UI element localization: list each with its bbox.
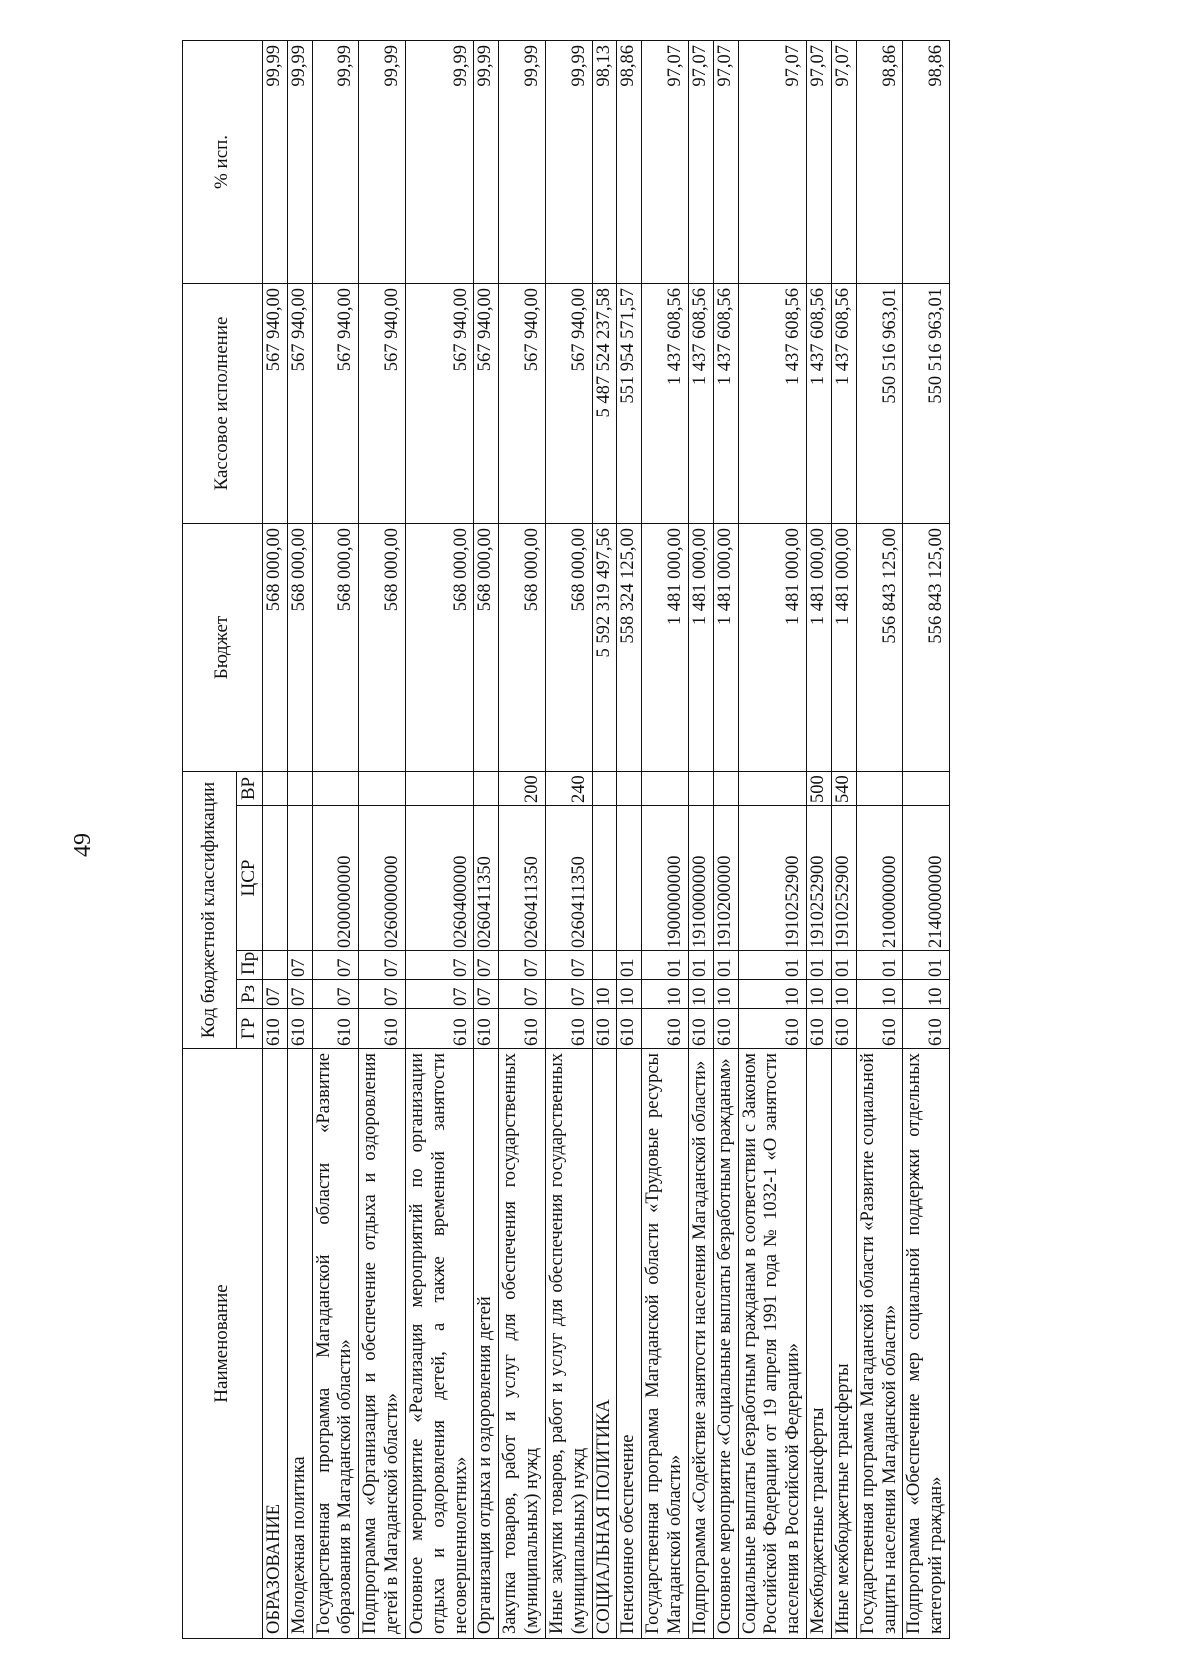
row-pr: 01: [713, 951, 738, 980]
row-pr: 07: [405, 951, 473, 980]
row-execution: 1 437 608,56: [738, 283, 806, 523]
row-budget: 568 000,00: [359, 523, 406, 771]
row-csr: [263, 806, 288, 951]
row-gr: 610: [617, 1009, 642, 1049]
header-rz: Рз: [237, 980, 263, 1009]
row-vr: [688, 771, 713, 805]
table-row: [831, 40, 856, 1638]
row-vr: [474, 771, 499, 805]
page-number: 49: [70, 833, 96, 857]
table-row: [312, 40, 359, 1638]
row-execution: 550 516 963,01: [903, 283, 950, 523]
row-csr: [592, 806, 617, 951]
row-csr: 1910000000: [688, 806, 713, 951]
header-budget: Бюджет: [183, 523, 263, 771]
row-csr: 0260400000: [405, 806, 473, 951]
row-name: Социальные выплаты безработным гражданам в соответствии с Законом Российской Федерации от 19 апреля 1991 года № 1032-1 «О занятости населения в Российской Федерации»: [738, 1049, 806, 1639]
row-name: Подпрограмма «Организация и обеспечение отдыха и оздоровления детей в Магаданской области»: [359, 1049, 406, 1639]
row-csr: 1910200000: [713, 806, 738, 951]
row-csr: 1910252900: [807, 806, 832, 951]
row-csr: 0260000000: [359, 806, 406, 951]
row-csr: 1910252900: [831, 806, 856, 951]
row-budget: 1 481 000,00: [738, 523, 806, 771]
row-percent: 97,07: [831, 40, 856, 283]
row-pr: 01: [903, 951, 950, 980]
row-rz: 07: [474, 980, 499, 1009]
row-gr: 610: [359, 1009, 406, 1049]
row-percent: 98,86: [856, 40, 903, 283]
row-execution: 1 437 608,56: [807, 283, 832, 523]
row-percent: 97,07: [738, 40, 806, 283]
row-budget: 1 481 000,00: [831, 523, 856, 771]
header-percent: % исп.: [183, 40, 263, 283]
table-row: [405, 40, 473, 1638]
row-csr: 0200000000: [312, 806, 359, 951]
table-row: [545, 40, 592, 1638]
row-percent: 97,07: [642, 40, 689, 283]
row-rz: 10: [807, 980, 832, 1009]
row-vr: [263, 771, 288, 805]
row-percent: 99,99: [359, 40, 406, 283]
table-row: [499, 40, 546, 1638]
table-row: [592, 40, 617, 1638]
row-budget: 1 481 000,00: [713, 523, 738, 771]
row-vr: [312, 771, 359, 805]
row-budget: 568 000,00: [287, 523, 312, 771]
row-percent: 97,07: [688, 40, 713, 283]
row-pr: 07: [312, 951, 359, 980]
row-execution: 567 940,00: [474, 283, 499, 523]
row-gr: 610: [713, 1009, 738, 1049]
table-row: [856, 40, 903, 1638]
row-pr: 07: [474, 951, 499, 980]
row-pr: [592, 951, 617, 980]
row-budget: 568 000,00: [499, 523, 546, 771]
table-row: [287, 40, 312, 1638]
row-rz: 10: [831, 980, 856, 1009]
row-percent: 97,07: [807, 40, 832, 283]
row-budget: 558 324 125,00: [617, 523, 642, 771]
table-body: [263, 40, 950, 1638]
header-pr: Пр: [237, 951, 263, 980]
row-budget: 1 481 000,00: [807, 523, 832, 771]
row-execution: 5 487 524 237,58: [592, 283, 617, 523]
row-percent: 99,99: [263, 40, 288, 283]
row-name: Подпрограмма «Содействие занятости населения Магаданской области»: [688, 1049, 713, 1639]
row-percent: 99,99: [474, 40, 499, 283]
row-rz: 07: [405, 980, 473, 1009]
row-name: Иные закупки товаров, работ и услуг для обеспечения государственных (муниципальных) нужд: [545, 1049, 592, 1639]
row-vr: 200: [499, 771, 546, 805]
row-gr: 610: [642, 1009, 689, 1049]
row-gr: 610: [831, 1009, 856, 1049]
row-vr: 240: [545, 771, 592, 805]
row-vr: [856, 771, 903, 805]
row-rz: 10: [688, 980, 713, 1009]
row-name: Государственная программа Магаданской области «Развитие социальной защиты населения Магаданской области»: [856, 1049, 903, 1639]
row-rz: 07: [287, 980, 312, 1009]
row-rz: 10: [617, 980, 642, 1009]
row-percent: 98,86: [903, 40, 950, 283]
row-name: Основное мероприятие «Социальные выплаты безработным гражданам»: [713, 1049, 738, 1639]
row-name: Подпрограмма «Обеспечение мер социальной поддержки отдельных категорий граждан»: [903, 1049, 950, 1639]
row-budget: 556 843 125,00: [856, 523, 903, 771]
row-gr: 610: [499, 1009, 546, 1049]
row-pr: 07: [287, 951, 312, 980]
row-percent: 99,99: [405, 40, 473, 283]
row-gr: 610: [312, 1009, 359, 1049]
row-execution: 1 437 608,56: [688, 283, 713, 523]
row-execution: 567 940,00: [499, 283, 546, 523]
row-name: Межбюджетные трансферты: [807, 1049, 832, 1639]
row-percent: 98,13: [592, 40, 617, 283]
table-row: [642, 40, 689, 1638]
row-gr: 610: [287, 1009, 312, 1049]
row-execution: 1 437 608,56: [831, 283, 856, 523]
row-vr: 500: [807, 771, 832, 805]
row-vr: [738, 771, 806, 805]
row-rz: 10: [713, 980, 738, 1009]
row-execution: 1 437 608,56: [642, 283, 689, 523]
row-gr: 610: [263, 1009, 288, 1049]
row-rz: 07: [312, 980, 359, 1009]
row-percent: 99,99: [312, 40, 359, 283]
row-budget: 568 000,00: [545, 523, 592, 771]
row-gr: 610: [856, 1009, 903, 1049]
row-csr: [617, 806, 642, 951]
row-pr: 07: [499, 951, 546, 980]
row-name: Пенсионное обеспечение: [617, 1049, 642, 1639]
table-header: [183, 40, 263, 1638]
row-name: Закупка товаров, работ и услуг для обеспечения государственных (муниципальных) нужд: [499, 1049, 546, 1639]
row-budget: 568 000,00: [405, 523, 473, 771]
row-name: Основное мероприятие «Реализация мероприятий по организации отдыха и оздоровления детей, а также временной занятости несовершеннолетних»: [405, 1049, 473, 1639]
table-row: [713, 40, 738, 1638]
row-rz: 07: [545, 980, 592, 1009]
row-budget: 568 000,00: [474, 523, 499, 771]
row-rz: 07: [499, 980, 546, 1009]
row-execution: 567 940,00: [405, 283, 473, 523]
row-pr: 01: [807, 951, 832, 980]
row-execution: 567 940,00: [287, 283, 312, 523]
row-pr: 07: [545, 951, 592, 980]
row-gr: 610: [807, 1009, 832, 1049]
row-csr: 0260411350: [545, 806, 592, 951]
row-execution: 567 940,00: [263, 283, 288, 523]
row-rz: 10: [642, 980, 689, 1009]
row-gr: 610: [688, 1009, 713, 1049]
row-vr: [713, 771, 738, 805]
row-budget: 1 481 000,00: [688, 523, 713, 771]
header-csr: ЦСР: [237, 806, 263, 951]
row-gr: 610: [738, 1009, 806, 1049]
row-gr: 610: [545, 1009, 592, 1049]
table-row: [903, 40, 950, 1638]
row-execution: 551 954 571,57: [617, 283, 642, 523]
row-name: ОБРАЗОВАНИЕ: [263, 1049, 288, 1639]
row-execution: 1 437 608,56: [713, 283, 738, 523]
row-csr: 0260411350: [499, 806, 546, 951]
row-vr: [642, 771, 689, 805]
row-rz: 10: [903, 980, 950, 1009]
row-name: Государственная программа Магаданской области «Развитие образования в Магаданской области»: [312, 1049, 359, 1639]
row-name: СОЦИАЛЬНАЯ ПОЛИТИКА: [592, 1049, 617, 1639]
table-row: [474, 40, 499, 1638]
row-percent: 99,99: [287, 40, 312, 283]
row-pr: 07: [359, 951, 406, 980]
row-vr: [617, 771, 642, 805]
row-execution: 567 940,00: [545, 283, 592, 523]
table-row: [738, 40, 806, 1638]
row-budget: 568 000,00: [263, 523, 288, 771]
table-row: [617, 40, 642, 1638]
table-row: [263, 40, 288, 1638]
row-name: Иные межбюджетные трансферты: [831, 1049, 856, 1639]
row-vr: [287, 771, 312, 805]
table-row: [688, 40, 713, 1638]
row-pr: [263, 951, 288, 980]
row-gr: 610: [474, 1009, 499, 1049]
row-pr: 01: [831, 951, 856, 980]
row-vr: 540: [831, 771, 856, 805]
row-rz: 10: [592, 980, 617, 1009]
header-vr: ВР: [237, 771, 263, 805]
row-pr: 01: [617, 951, 642, 980]
row-rz: 07: [359, 980, 406, 1009]
row-vr: [405, 771, 473, 805]
row-csr: 1910252900: [738, 806, 806, 951]
row-gr: 610: [405, 1009, 473, 1049]
row-vr: [903, 771, 950, 805]
row-rz: 10: [738, 980, 806, 1009]
row-rz: 10: [856, 980, 903, 1009]
row-execution: 567 940,00: [359, 283, 406, 523]
row-name: Молодежная политика: [287, 1049, 312, 1639]
row-budget: 556 843 125,00: [903, 523, 950, 771]
row-csr: 0260411350: [474, 806, 499, 951]
row-pr: 01: [738, 951, 806, 980]
row-percent: 99,99: [545, 40, 592, 283]
row-percent: 99,99: [499, 40, 546, 283]
row-csr: 1900000000: [642, 806, 689, 951]
row-percent: 98,86: [617, 40, 642, 283]
row-gr: 610: [903, 1009, 950, 1049]
row-execution: 567 940,00: [312, 283, 359, 523]
budget-table: [182, 40, 950, 1639]
row-name: Государственная программа Магаданской области «Трудовые ресурсы Магаданской области»: [642, 1049, 689, 1639]
row-pr: 01: [688, 951, 713, 980]
row-execution: 550 516 963,01: [856, 283, 903, 523]
row-budget: 568 000,00: [312, 523, 359, 771]
row-name: Организация отдыха и оздоровления детей: [474, 1049, 499, 1639]
row-pr: 01: [856, 951, 903, 980]
row-vr: [359, 771, 406, 805]
row-budget: 1 481 000,00: [642, 523, 689, 771]
row-rz: 07: [263, 980, 288, 1009]
row-vr: [592, 771, 617, 805]
row-gr: 610: [592, 1009, 617, 1049]
table-row: [807, 40, 832, 1638]
table-row: [359, 40, 406, 1638]
row-csr: 2100000000: [856, 806, 903, 951]
row-budget: 5 592 319 497,56: [592, 523, 617, 771]
header-name: Наименование: [183, 1049, 263, 1639]
row-percent: 97,07: [713, 40, 738, 283]
header-code-group: Код бюджетной классификации: [183, 771, 237, 1048]
row-pr: 01: [642, 951, 689, 980]
header-gr: ГР: [237, 1009, 263, 1049]
row-csr: 2140000000: [903, 806, 950, 951]
row-csr: [287, 806, 312, 951]
header-execution: Кассовое исполнение: [183, 283, 263, 523]
